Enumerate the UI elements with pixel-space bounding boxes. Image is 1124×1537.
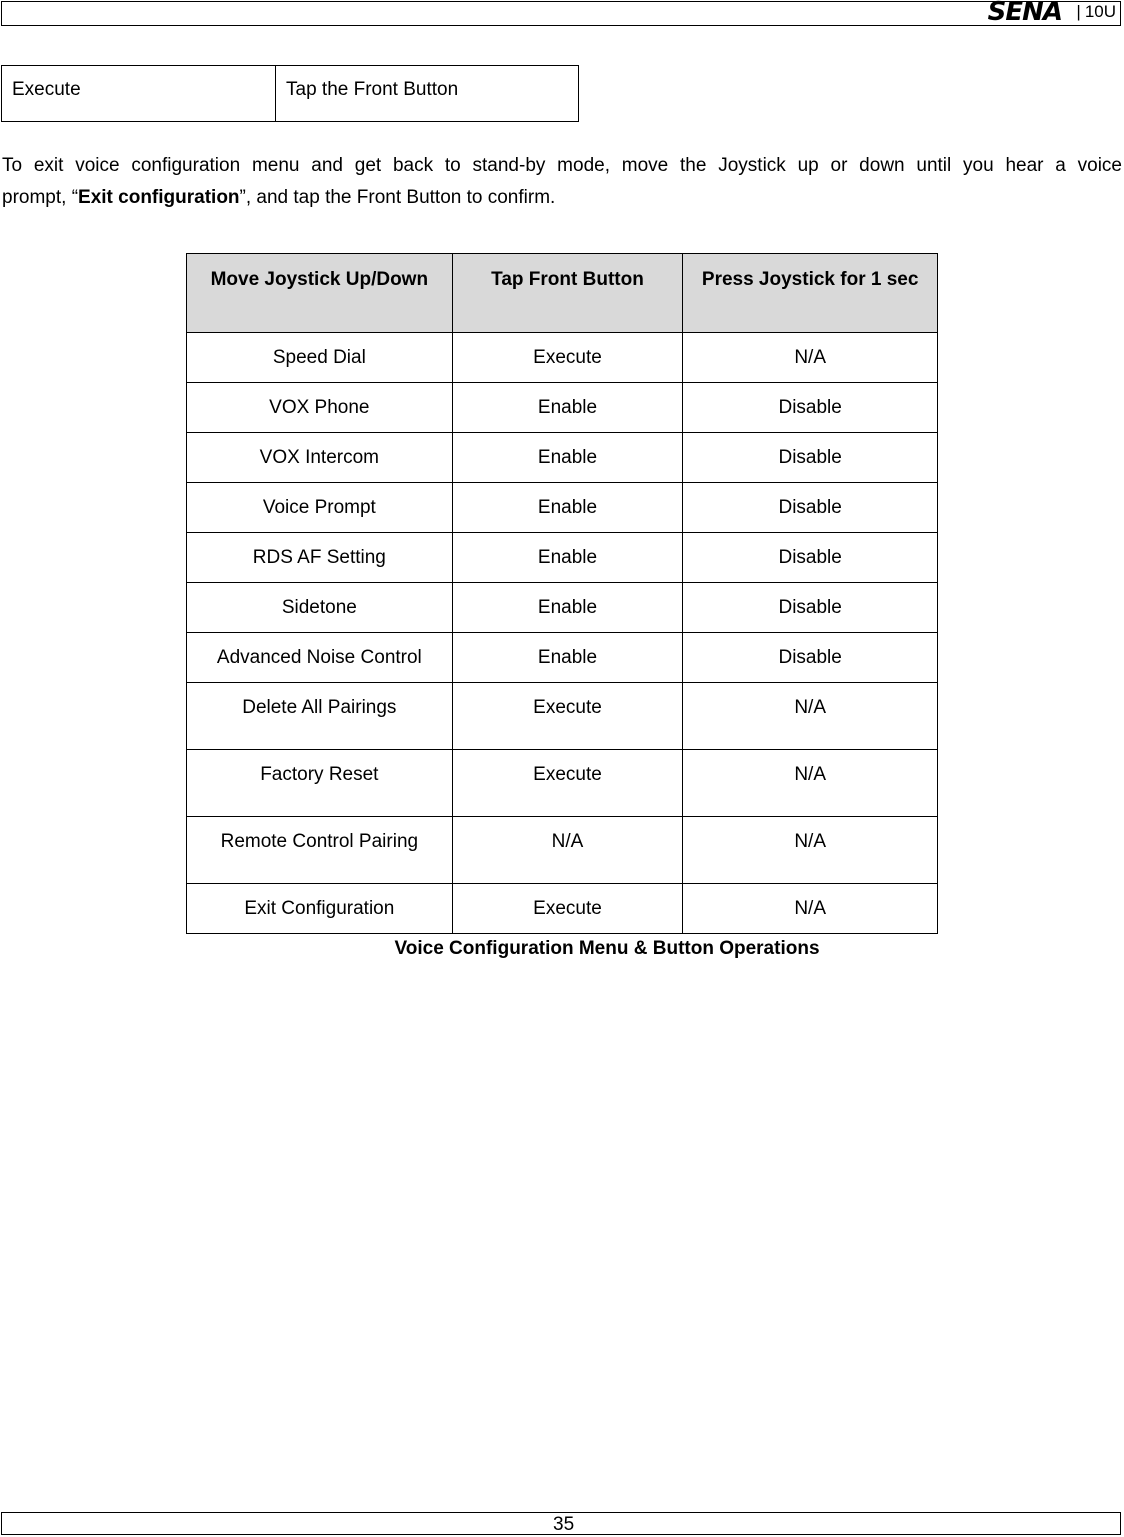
table-cell: Enable — [452, 533, 683, 583]
table-cell: Disable — [683, 533, 938, 583]
table-cell: Delete All Pairings — [187, 683, 453, 750]
table-cell: Disable — [683, 633, 938, 683]
table-cell: VOX Intercom — [187, 433, 453, 483]
table-cell: Enable — [452, 483, 683, 533]
table-cell: Exit Configuration — [187, 884, 453, 934]
table-cell: Disable — [683, 583, 938, 633]
header-bar — [1, 1, 1121, 26]
table-row — [187, 533, 938, 583]
table-cell: Speed Dial — [187, 333, 453, 383]
table-cell: Factory Reset — [187, 750, 453, 817]
table-cell: Remote Control Pairing — [187, 817, 453, 884]
table-caption: Voice Configuration Menu & Button Operations — [394, 938, 820, 959]
intro-line-1: To exit voice configuration menu and get back to stand-by mode, move the Joystick up or down until you hear a voice — [2, 155, 1122, 176]
intro-line-2-suffix: ”, and tap the Front Button to confirm. — [239, 187, 556, 208]
table-cell: Disable — [683, 483, 938, 533]
table-cell: Disable — [683, 433, 938, 483]
header-press-joystick: Press Joystick for 1 sec — [683, 254, 938, 333]
table-row — [187, 750, 938, 817]
table-cell: N/A — [683, 750, 938, 817]
table-cell: N/A — [683, 884, 938, 934]
table-cell: N/A — [683, 817, 938, 884]
table-cell: Enable — [452, 633, 683, 683]
exit-action-cell: Execute — [2, 66, 276, 122]
table-cell: N/A — [683, 683, 938, 750]
intro-line-2-prefix: prompt, “ — [2, 187, 79, 208]
intro-paragraph — [2, 150, 1122, 214]
header-joystick-updown: Move Joystick Up/Down — [187, 254, 453, 333]
table-row — [187, 683, 938, 750]
table-cell: Advanced Noise Control — [187, 633, 453, 683]
table-cell: RDS AF Setting — [187, 533, 453, 583]
table-cell: Enable — [452, 433, 683, 483]
sena-logo: SENA — [987, 0, 1062, 27]
table-row — [187, 433, 938, 483]
table-cell: Execute — [452, 750, 683, 817]
exit-action-table — [1, 65, 579, 122]
exit-button-cell: Tap the Front Button — [276, 66, 579, 122]
intro-line-2-bold: Exit configuration — [78, 187, 240, 208]
page-number: 35 — [553, 1514, 575, 1535]
table-header-row — [187, 254, 938, 333]
table-cell: VOX Phone — [187, 383, 453, 433]
table-cell: Enable — [452, 383, 683, 433]
voice-config-table — [186, 253, 938, 934]
table-row — [187, 333, 938, 383]
table-cell: Sidetone — [187, 583, 453, 633]
table-cell: Voice Prompt — [187, 483, 453, 533]
table-cell: Execute — [452, 683, 683, 750]
table-row — [187, 383, 938, 433]
table-cell: Execute — [452, 333, 683, 383]
table-cell: N/A — [683, 333, 938, 383]
table-row — [187, 483, 938, 533]
table-row — [187, 583, 938, 633]
model-label — [1076, 2, 1116, 22]
table-row — [187, 884, 938, 934]
table-row — [187, 633, 938, 683]
table-row — [187, 817, 938, 884]
model-separator: | — [1076, 2, 1081, 21]
table-cell: Execute — [452, 884, 683, 934]
header-tap-front: Tap Front Button — [452, 254, 683, 333]
table-cell: Disable — [683, 383, 938, 433]
model-name: 10U — [1084, 2, 1116, 21]
table-cell: Enable — [452, 583, 683, 633]
table-cell: N/A — [452, 817, 683, 884]
